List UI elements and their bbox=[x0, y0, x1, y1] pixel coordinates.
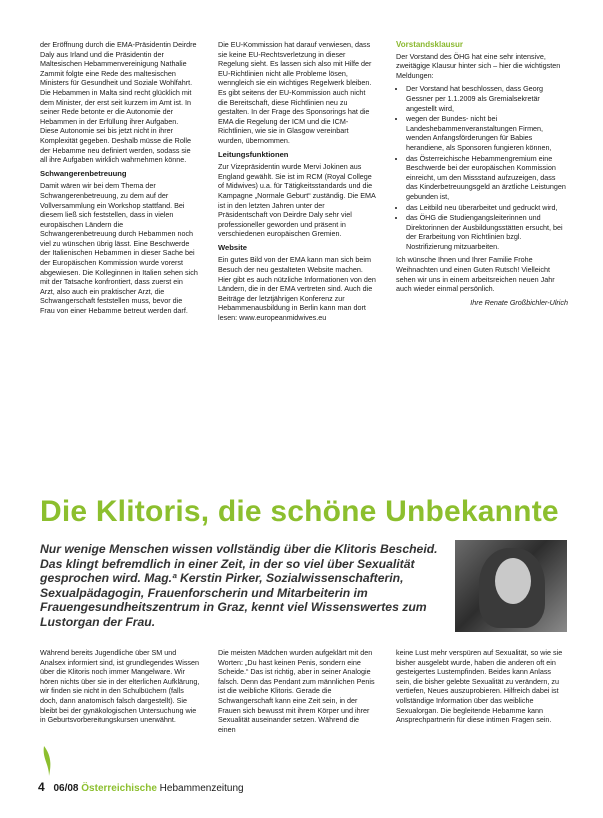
paragraph: Die EU-Kommission hat darauf verwiesen, dass sie keine EU-Rechtsverletzung in dieser Regelung sieht. Es lassen sich also mit Hilfe der EU-Richtlinien nicht alle Probleme lösen, wenngleich sie ein wichtiges Regelwerk bleiben. Es gibt seitens der EU-Kommission auch nicht die Bereitschaft, diese Richtlinien neu zu gestalten. In der Frage des Sponsorings hat die EMA die Regelung der ICM und die ICM-Richtlinien, wie sie in Glasgow vereinbart wurden, übernommen. bbox=[218, 40, 372, 145]
edition: 06/08 bbox=[53, 783, 79, 794]
paragraph: Zur Vizepräsidentin wurde Mervi Jokinen aus England gewählt. Sie ist im RCM (Royal College of Midwives) u.a. für Tätigkeitsstandards und die Kampagne „Normale Geburt“ zuständig. Die EMA ist in den letzten Jahren unter der Präsidentschaft von Deirdre Daly sehr viel professioneller geworden und präsent in verschiedenen europäischen Gremien. bbox=[218, 162, 376, 239]
section-heading: Leitungsfunktionen bbox=[218, 149, 289, 159]
page-footer bbox=[38, 780, 244, 794]
list-item: • wegen der Bundes- nicht bei Landeshebammenveranstaltungen Firmen, wenden Anfangsförderungen für Babies herandiene, als Sponsoren fungieren können, bbox=[406, 114, 568, 152]
column-3 bbox=[396, 40, 568, 307]
column-1 bbox=[40, 40, 198, 320]
article-column-3 bbox=[396, 648, 568, 729]
paragraph: keine Lust mehr verspüren auf Sexualität, so wie sie bisher ausgelebt wurde, haben die anderen oft ein gesteigertes Lustempfinden. Beides kann Anlass sein, die bisher gelebte Sexualität zu verändern, zu vertiefen, Neues auszuprobieren. Hilfreich dabei ist vollständige Information über das weibliche Sexualorgan. Die begleitende Hebamme kann Ansprechpartnerin für diese intimen Fragen sein. bbox=[396, 648, 563, 725]
paragraph: Ein gutes Bild von der EMA kann man sich beim Besuch der neu gestalteten Website machen. Hier gibt es auch nützliche Informationen von den Ländern, die in der EMA vertreten sind. Auch die Beiträge der letztjährigen Konferenz zur Hebammenausbildung in Berlin kann man dort lesen: www.europeanmidwives.eu bbox=[218, 255, 376, 323]
article-lead: Nur wenige Menschen wissen vollständig über die Klitoris Bescheid. Das klingt befremdlich in einer Zeit, in der so viel über Sexualität gesprochen wird. Mag.ª Kerstin Pirker, Sozialwissenschafterin, Sexualpädagogin, Frauenforscherin und Mitarbeiterin im Frauengesundheitszentrum in Graz, kennt viel Wissenswertes zum Lustorgan der Frau. bbox=[40, 542, 438, 629]
section-heading: Website bbox=[218, 242, 247, 252]
paragraph: Während bereits Jugendliche über SM und Analsex informiert sind, ist grundlegendes Wissen über die Klitoris noch immer Mangelware. Wir hören nichts über sie in der elterlichen Aufklärung, wir finden sie nicht in den Schulbüchern (falls doch, dann anatomisch falsch dargestellt). Sie bleibt bei der gynäkologischen Untersuchung wie in Geburtsvorbereitungskursen unerwähnt. bbox=[40, 648, 200, 725]
column-2 bbox=[218, 40, 376, 327]
section-heading: Schwangerenbetreuung bbox=[40, 168, 127, 178]
signature: Ihre Renate Großbichler-Ulrich bbox=[470, 297, 568, 307]
list-item: • das Leitbild neu überarbeitet und gedruckt wird, bbox=[406, 203, 568, 213]
bullet-list bbox=[396, 84, 568, 251]
paragraph: der Eröffnung durch die EMA-Präsidentin Deirdre Daly aus Irland und die Präsidentin der Maltesischen Hebammenvereinigung Nathalie Zammit folgte eine Rede des maltesischen Ministers für Gesundheit und Soziale Wohlfahrt. Die Hebammen in Malta sind recht glücklich mit dem Minister, der erst seit kurzem im Amt ist. In seiner Rede betonte er die Autonomie der Hebammen in der Erfüllung ihrer Aufgaben. Diese Autonomie sei bis jetzt nicht in ihrer Komplexität gegeben. Deshalb müsse die Rolle der Hebamme neu definiert werden, sodass sie all ihre Aufgaben wirklich wahrnehmen könne. bbox=[40, 40, 197, 165]
section-heading: Vorstandsklausur bbox=[396, 40, 463, 49]
article-title: Die Klitoris, die schöne Unbekannte bbox=[40, 495, 559, 528]
list-item: • Der Vorstand hat beschlossen, dass Georg Gessner per 1.1.2009 als Gremialsekretär angestellt wird, bbox=[406, 84, 568, 113]
author-photo bbox=[455, 540, 567, 632]
publication-name: Hebammenzeitung bbox=[159, 783, 244, 794]
photo-face bbox=[495, 558, 531, 604]
paragraph: Der Vorstand des ÖHG hat eine sehr intensive, zweitägige Klausur hinter sich – hier die wichtigsten Meldungen: bbox=[396, 51, 561, 80]
paragraph: Die meisten Mädchen wurden aufgeklärt mit den Worten: „Du hast keinen Penis, sondern eine Scheide.“ Das ist richtig, aber in seiner Analogie falsch. Denn das Pendant zum männlichen Penis ist die weibliche Klitoris. Gerade die Schwangerschaft kann eine Zeit sein, in der Frauen sich bewusst mit ihrem Körper und ihrer Sexualität auseinander setzen. Während die einen bbox=[218, 648, 375, 734]
list-item: • das ÖHG die Studiengangsleiterinnen und Direktorinnen der Ausbildungsstätten ersucht, bei der Erarbeitung von Richtlinien bzgl. Nostrifizierung mitzuarbeiten. bbox=[406, 213, 568, 251]
leaf-icon bbox=[40, 736, 58, 776]
list-item: • das Österreichische Hebammengremium eine Beschwerde bei der europäischen Kommission einreicht, um den Missstand aufzuzeigen, dass das Kinderbetreuungsgeld an ärztliche Leistungen gebunden ist, bbox=[406, 154, 568, 202]
publication-brand: Österreichische bbox=[81, 783, 157, 794]
page-number: 4 bbox=[38, 780, 45, 794]
paragraph: Damit wären wir bei dem Thema der Schwangerenbetreuung, zu dem auf der Vollversammlung ein Workshop stattfand. Bei diesem ließ sich feststellen, dass in vielen europäischen Ländern die Schwangerenbetreuung durch Hebammen noch viel zu wünschen übrig lässt. Eine Beschwerde der Italienischen Hebammen in dieser Sache bei der Europäischen Kommission wurde vorerst abgewiesen. Die Kolleginnen in Italien sehen sich mit der Tatsache konfrontiert, dass zuerst ein Arzt, also auch ein praktischer Arzt, die Schwangerschaft feststellen muss, bevor die Frau von einer Hebamme betreut werden darf. bbox=[40, 181, 198, 316]
paragraph: Ich wünsche Ihnen und Ihrer Familie Frohe Weihnachten und einen Guten Rutsch! Vielleicht sehen wir uns in einem arbeitsreichen neuen Jahr auch wieder einmal persönlich. bbox=[396, 255, 555, 294]
article-column-2 bbox=[218, 648, 378, 738]
article-column-1 bbox=[40, 648, 200, 729]
